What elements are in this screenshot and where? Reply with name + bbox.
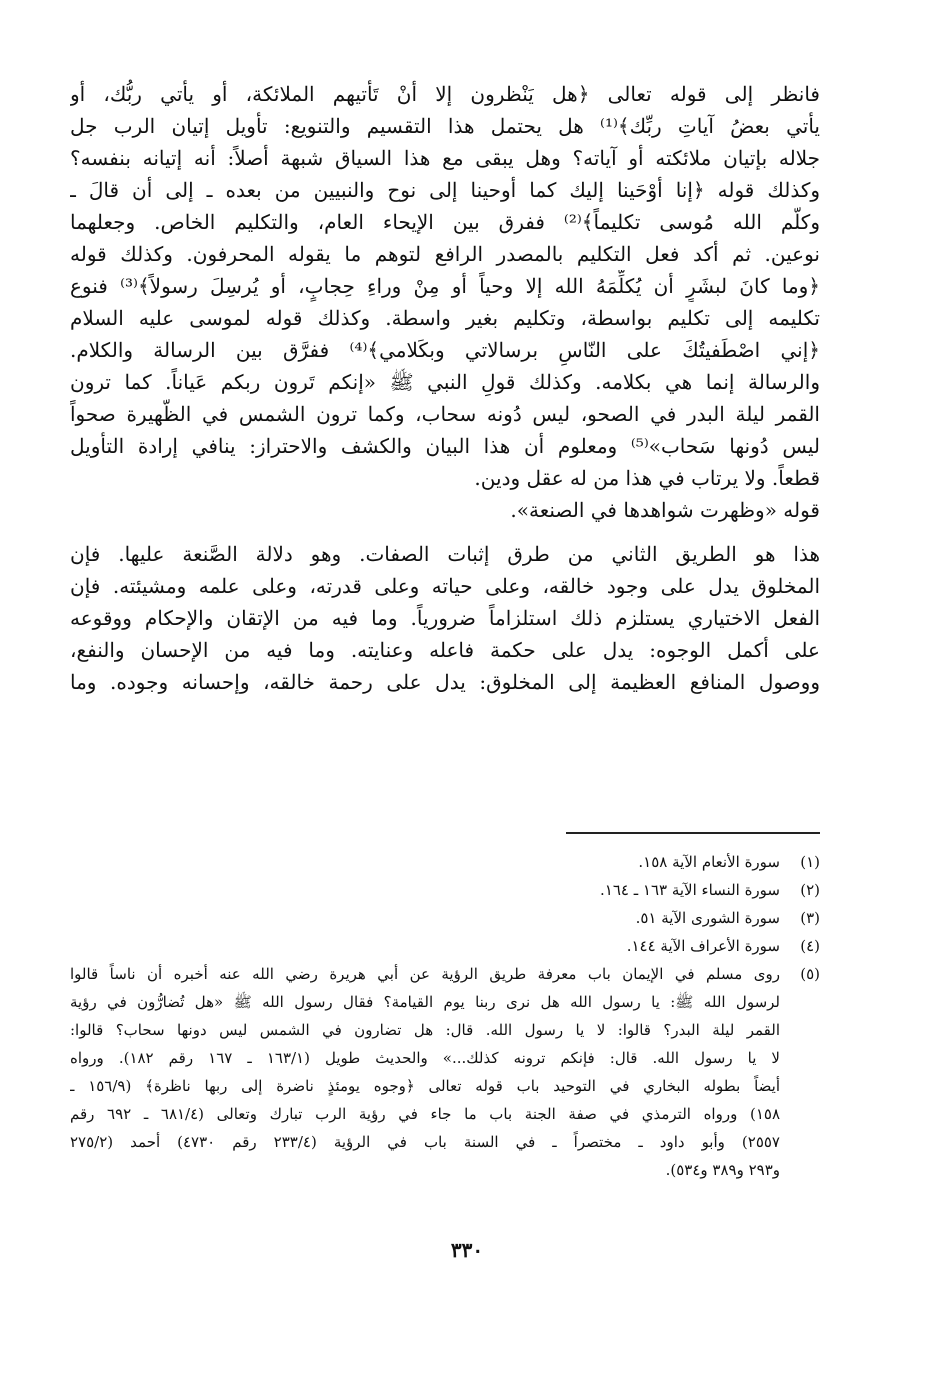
text-line: قطعاً. ولا يرتاب في هذا من له عقل ودين. [474, 466, 820, 490]
footnote [70, 904, 820, 932]
footnote-number: (٤) [800, 937, 820, 955]
footnote-line: لا يا رسول الله. قال: فإنكم ترونه كذلك...» والحديث طويل (١٦٣/١ ـ ١٦٧ رقم ١٨٢). ورواه [70, 1049, 780, 1067]
footnote [70, 876, 820, 904]
text-line: ليس دُونها سَحاب»⁽⁵⁾ ومعلوم أن هذا البيان والكشف والاحتراز: ينافي إرادة التأويل [70, 434, 820, 458]
text-line: وكذلك قوله ﴿إنا أوْحَينا إليك كما أوحينا إلى نوح والنبيين من بعده ـ إلى أن قالَ ـ [70, 178, 820, 202]
text-line: ﴿وما كانَ لبشَرٍ أن يُكلِّمَهُ الله إلا وحياً أو مِنْ وراءِ حِجابٍ، أو يُرسِلَ رسولاً﴾⁽³⁾ فنوع [70, 274, 820, 298]
footnote-line: لرسول الله ﷺ: يا رسول الله هل نرى ربنا يوم القيامة؟ فقال رسول الله ﷺ «هل تُضارُّون في رؤية [70, 993, 780, 1011]
footnote-line: روى مسلم في الإيمان باب معرفة طريق الرؤية عن أبي هريرة رضي الله عنه أخبره أن ناساً قالوا [70, 965, 780, 983]
footnote-number: (٢) [800, 881, 820, 899]
text-line: القمر ليلة البدر في الصحو، ليس دُونه سحاب، وكما ترون الشمس في الظّهيرة صحواً [70, 402, 820, 426]
footnote-separator [566, 832, 820, 834]
text-line: نوعين. ثم أكد فعل التكليم بالمصدر الرافع لتوهم ما يقوله المحرفون. وكذلك قوله [70, 242, 820, 266]
footnote [70, 960, 820, 1184]
text-line: على أكمل الوجوه: يدل على حكمة فاعله وعنايته. وما فيه من الإحسان والنفع، [70, 638, 820, 662]
footnote-number: (٥) [800, 965, 820, 983]
text-line: تكليمه إلى تكليم بواسطة، وتكليم بغير واسطة. وكذلك قوله لموسى عليه السلام [70, 306, 820, 330]
footnote-line: ١٥٨) ورواه الترمذي في صفة الجنة باب ما جاء في رؤية الرب تبارك وتعالى (٦٨١/٤ ـ ٦٩٢ رقم [70, 1105, 780, 1123]
footnote-line: أيضاً بطوله البخاري في التوحيد باب قوله تعالى ﴿وجوه يومئذٍ ناضرة إلى ربها ناظرة﴾ (١٥٦/٩ ـ [70, 1077, 780, 1095]
text-line: ﴿إني اصْطَفيتُكَ على النّاسِ برسالاتي وبكَلامي﴾⁽⁴⁾ ففرَّق بين الرسالة والكلام. [70, 338, 820, 362]
footnote-line: ٢٥٥٧) وأبو داود ـ مختصراً ـ في السنة باب في الرؤية (٢٣٣/٤ رقم ٤٧٣٠) أحمد (٢٧٥/٢ [70, 1133, 780, 1151]
text-line: هذا هو الطريق الثاني من طرق إثبات الصفات. وهو دلالة الصَّنعة عليها. فإن [70, 542, 820, 566]
quote-line: قوله «وظهرت شواهدها في الصنعة». [510, 498, 820, 522]
footnote [70, 932, 820, 960]
footnote-number: (١) [800, 853, 820, 871]
text-line: والرسالة إنما هي بكلامه. وكذلك قولِ النبي ﷺ «إنكم تَرون ربكم عَياناً. كما ترون [70, 370, 820, 394]
text-line: المخلوق يدل على وجود خالقه، وعلى حياته وعلى قدرته، وعلى علمه ومشيئته. فإن [70, 574, 820, 598]
footnote-number: (٣) [800, 909, 820, 927]
footnote-line: القمر ليلة البدر؟ قالوا: لا يا رسول الله. قال: هل تضارون في الشمس ليس دونها سحاب؟ قالوا: [70, 1021, 780, 1039]
text-line: الفعل الاختياري يستلزم ذلك استلزاماً ضرورياً. وما فيه من الإتقان والإحكام ووقوعه [70, 606, 820, 630]
footnote-line: سورة النساء الآية ١٦٣ ـ ١٦٤. [600, 881, 780, 899]
text-line: جلاله بإتيان ملائكته أو آياته؟ وهل يبقى مع هذا السياق شبهة أصلاً: أنه إتيانه بنفسه؟ [70, 146, 820, 170]
text-line: يأتي بعضُ آياتِ ربِّك﴾⁽¹⁾ هل يحتمل هذا التقسيم والتنويع: تأويل إتيان الرب جل [70, 114, 820, 138]
footnote-line: و٢٩٣ و٣٨٩ و٥٣٤). [665, 1161, 780, 1179]
page-number: ٣٣٠ [450, 1238, 484, 1262]
text-line: وكلّم الله مُوسى تكليماً﴾⁽²⁾ ففرق بين الإيحاء العام، والتكليم الخاص. وجعلهما [70, 210, 820, 234]
footnote-line: سورة الأعراف الآية ١٤٤. [626, 937, 780, 955]
footnotes [70, 848, 820, 1184]
text-line: فانظر إلى قوله تعالى ﴿هل يَنْظرون إلا أنْ تَأتيهم الملائكة، أو يأتي ربُّك، أو [70, 82, 820, 106]
footnote-line: سورة الأنعام الآية ١٥٨. [638, 853, 780, 871]
main-text-block [70, 78, 820, 698]
footnote [70, 848, 820, 876]
footnote-line: سورة الشورى الآية ٥١. [635, 909, 780, 927]
text-line: ووصول المنافع العظيمة إلى المخلوق: يدل على رحمة خالقه، وإحسانه وجوده. وما [70, 670, 820, 694]
